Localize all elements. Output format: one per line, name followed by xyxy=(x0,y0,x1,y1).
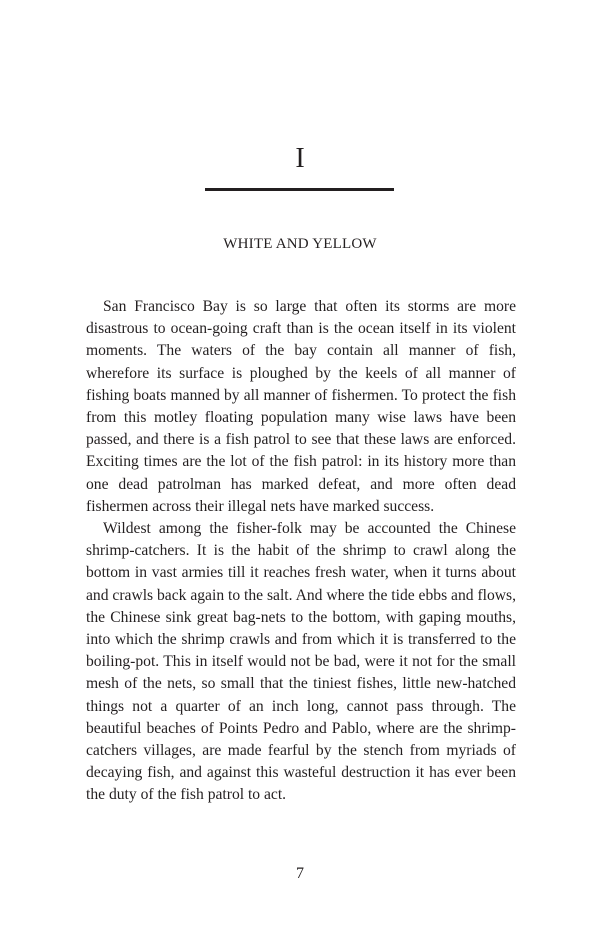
body-text xyxy=(86,296,516,807)
paragraph: San Francisco Bay is so large that often its storms are more disastrous to ocean-going craft than is the ocean itself in its violent moments. The waters of the bay contain all manner of fish, wherefore its surface is ploughed by the keels of all manner of fishing boats manned by all manner of fishermen. To protect the fish from this motley floating population many wise laws have been passed, and there is a fish patrol to see that these laws are enforced. Exciting times are the lot of the fish patrol: in its history more than one dead patrolman has marked defeat, and more often dead fishermen across their illegal nets have marked success. xyxy=(86,298,516,515)
page-number: 7 xyxy=(296,865,304,882)
chapter-divider xyxy=(205,188,394,191)
chapter-number: I xyxy=(295,143,305,174)
chapter-title: WHITE AND YELLOW xyxy=(223,236,377,252)
paragraph: Wildest among the fisher-folk may be accounted the Chinese shrimp-catchers. It is the habit of the shrimp to crawl along the bottom in vast armies till it reaches fresh water, when it turns about and crawls back again to the salt. And where the tide ebbs and flows, the Chinese sink great bag-nets to the bottom, with gaping mouths, into which the shrimp crawls and from which it is transferred to the boiling-pot. This in itself would not be bad, were it not for the small mesh of the nets, so small that the tiniest fishes, little new-hatched things not a quarter of an inch long, cannot pass through. The beautiful beaches of Points Pedro and Pablo, where are the shrimp-catchers villages, are made fearful by the stench from myriads of decaying fish, and against this wasteful destruction it has ever been the duty of the fish patrol to act. xyxy=(86,520,517,804)
